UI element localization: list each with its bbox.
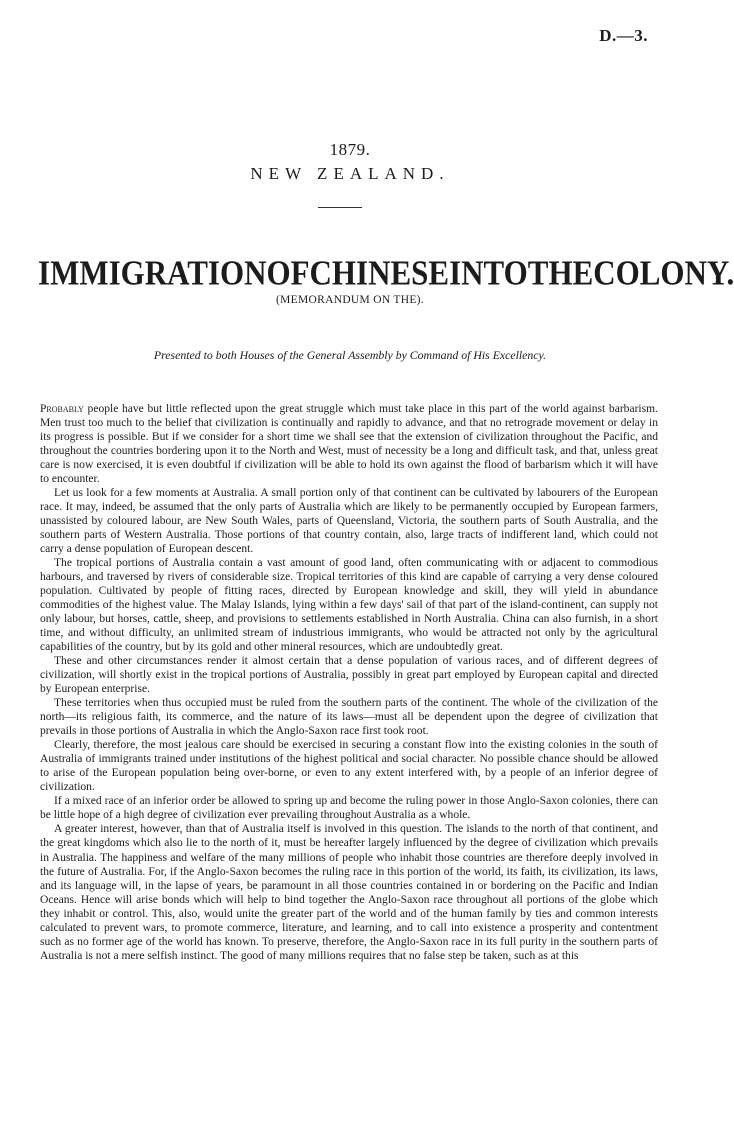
- paragraph: The tropical portions of Australia contain a vast amount of good land, often communicating with or adjacent to commodious harbours, and traversed by rivers of considerable size. Tropical territories of this kind are capable of carrying a very dense coloured population. Cultivated by people of fitting races, directed by European knowledge and skill, they will yield in abundance commodities of the highest value. The Malay Islands, lying within a few days' sail of that part of the island-continent, can supply not only labour, but horses, cattle, sheep, and provisions to settlements established in North Australia. China can also furnish, in a short time, and without difficulty, an unlimited stream of industrious immigrants, who would be attracted not only by the agricultural capabilities of the country, but by its gold and other mineral resources, which are undoubtedly great.: [40, 557, 658, 654]
- subtitle: (MEMORANDUM ON THE).: [276, 294, 424, 306]
- title-word: COLONY.: [593, 253, 734, 293]
- title-word: CHINESE: [309, 253, 450, 293]
- paragraph: If a mixed race of an inferior order be allowed to spring up and become the ruling power in those Anglo-Saxon colonies, there can be little hope of a high degree of civilization ever prevailing throughout Australia as a whole.: [40, 795, 658, 822]
- paragraph: Let us look for a few moments at Australia. A small portion only of that continent can be cultivated by labourers of the European race. It may, indeed, be assumed that the only parts of Australia which are likely to be permanently occupied by European farmers, unassisted by coloured labour, are New South Wales, parts of Queensland, Victoria, the southern parts of South Australia, and the southern parts of Western Australia. Those portions of that country contain, also, large tracts of indifferent land, which could not carry a dense population of European descent.: [40, 487, 658, 556]
- title-word: OF: [266, 253, 310, 293]
- document-year: 1879.: [329, 140, 371, 159]
- memorandum-body: [40, 402, 658, 963]
- lead-word: Probably: [40, 403, 84, 415]
- presented-line: Presented to both Houses of the General Assembly by Command of His Excellency.: [153, 348, 547, 362]
- title-divider: [318, 207, 362, 208]
- paragraph: These territories when thus occupied must be ruled from the southern parts of the continent. The whole of the civilization of the north—its religious faith, its commerce, and the nature of its laws—must all be dependent upon the degree of civilization that prevails in those portions of Australia in which the Anglo-Saxon race first took root.: [40, 697, 658, 738]
- title-word: THE: [527, 253, 594, 293]
- page-code: D.—3.: [599, 26, 648, 45]
- title-word: INTO: [449, 253, 528, 293]
- page-title: [38, 252, 734, 295]
- paragraph: These and other circumstances render it almost certain that a dense population of various races, and of different degrees of civilization, will shortly exist in the tropical portions of Australia, possibly in great part employed by European capital and directed by European enterprise.: [40, 655, 658, 696]
- title-word: IMMIGRATION: [38, 253, 267, 293]
- country-heading: NEW ZEALAND.: [250, 164, 450, 183]
- paragraph: Clearly, therefore, the most jealous care should be exercised in securing a constant flow into the existing colonies in the south of Australia of immigrants trained under institutions of the highest political and social character. No possible chance should be allowed to arise of the European population being over-borne, or even to any extent interfered with, by a people of an inferior degree of civilization.: [40, 739, 658, 794]
- paragraph: A greater interest, however, than that of Australia itself is involved in this question. The islands to the north of that continent, and the great kingdoms which also lie to the north of it, must be hereafter largely influenced by the degree of civilization which prevails in Australia. The happiness and welfare of the many millions of people who inhabit those countries are therefore deeply involved in the future of Australia. For, if the Anglo-Saxon becomes the ruling race in this portion of the world, its faith, its civilization, its laws, and its language will, in the lapse of years, be paramount in all those countries contained in or bordering on the Pacific and Indian Oceans. Hence will arise bonds which will help to bind together the Anglo-Saxon race throughout all portions of the globe which they inhabit or control. This, also, would unite the greater part of the world and of the human family by ties and common interests calculated to prevent wars, to promote commerce, literature, and learning, and to call into existence a prosperity and contentment such as no former age of the world has known. To preserve, therefore, the Anglo-Saxon race in its full purity in the southern parts of Australia is not a mere selfish instinct. The good of many millions requires that no false step be taken, such as at this: [40, 823, 658, 962]
- paragraph: Probably people have but little reflected upon the great struggle which must take place in this part of the world against barbarism. Men trust too much to the belief that civilization is continually and rapidly to advance, and that no retrograde movement or delay in its progress is possible. But if we consider for a short time we shall see that the extension of civilization throughout the Pacific, and throughout the countries bordering upon it to the North and West, must of necessity be a long and difficult task, and that, unless great care is now exercised, it is even doubtful if civilization will be able to hold its own against the flood of barbarism which it will have to encounter.: [40, 403, 658, 486]
